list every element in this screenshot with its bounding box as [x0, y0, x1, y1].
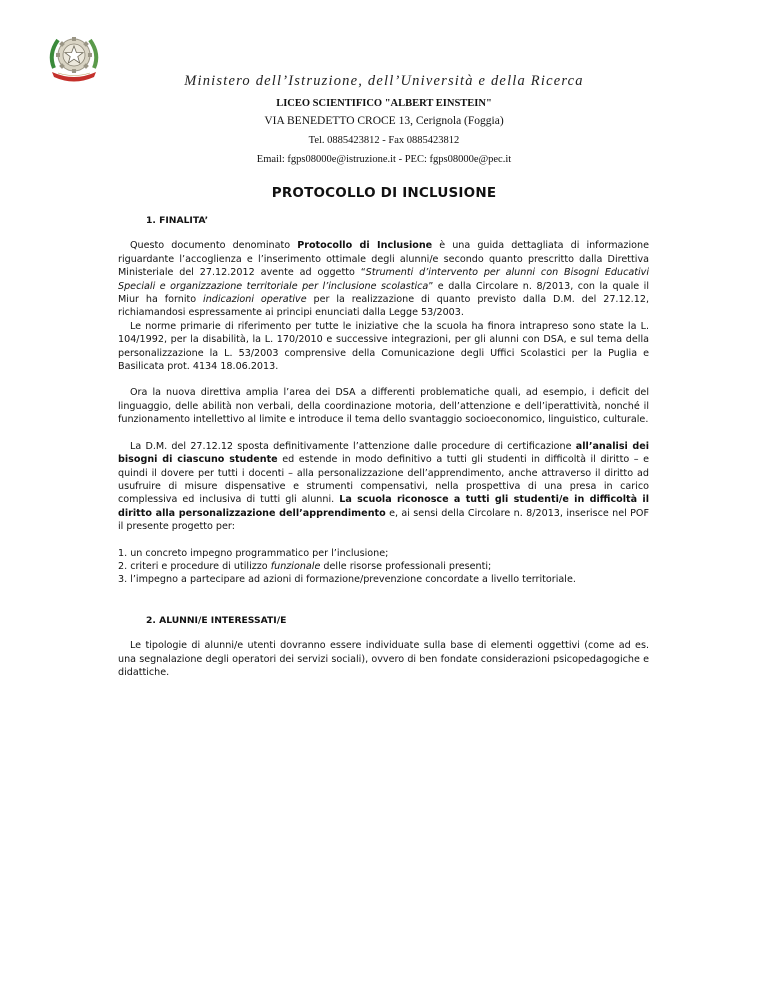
ministry-heading: Ministero dell’Istruzione, dell’Università e della Ricerca: [184, 73, 584, 89]
list-item: 1. un concreto impegno programmatico per l’inclusione;: [118, 547, 389, 559]
paragraph-intro: Questo documento denominato Protocollo di Inclusione è una guida dettagliata di informazione riguardante l’accoglienza e l’inserimento ottimale degli alunni/e secondo quanto prescritto dalla Direttiva Ministeriale del 27.12.2012 avente ad oggetto “Strumenti d’intervento per alunni con Bisogni Educativi Speciali e organizzazione territoriale per l’inclusione scolastica” e dalla Circolare n. 8/2013, con la quale il Miur ha fornito indicazioni operative per la realizzazione di quanto previsto dalla D.M. del 27.12.12, richiamandosi espressamente ai principi enunciati dalla Legge 53/2003.: [118, 240, 649, 319]
paragraph-direttiva: Ora la nuova direttiva amplia l’area dei DSA a differenti problematiche quali, ad esempio, i deficit del linguaggio, delle abilità non verbali, della coordinazione motoria, dell’attenzione e dell’iperattività, nonché il funzionamento intellettivo al limite e introduce il tema dello svantaggio socioeconomico, linguistico, culturale.: [118, 387, 649, 426]
school-email: Email: fgps08000e@istruzione.it - PEC: fgps08000e@pec.it: [256, 154, 512, 165]
paragraph-norme: Le norme primarie di riferimento per tutte le iniziative che la scuola ha finora intrapreso sono state la L. 104/1992, per la disabilità, la L. 170/2010 e successive integrazioni, per gli alunni con DSA, e sul tema della personalizzazione la L. 53/2003 comprensive della Comunicazione degli Uffici Scolastici per la Puglia e Basilicata prot. 4134 18.06.2013.: [118, 320, 649, 373]
school-address: VIA BENEDETTO CROCE 13, Cerignola (Foggia): [264, 115, 504, 127]
list-item: 2. criteri e procedure di utilizzo funzionale delle risorse professionali presenti;: [118, 560, 492, 572]
list-item: 3. l’impegno a partecipare ad azioni di formazione/prevenzione concordate a livello territoriale.: [118, 574, 576, 586]
project-list: [118, 547, 649, 587]
paragraph-dm: La D.M. del 27.12.12 sposta definitivamente l’attenzione dalle procedure di certificazione all’analisi dei bisogni di ciascuno studente ed estende in modo definitivo a tutti gli studenti in difficoltà il diritto – e quindi il dovere per tutti i docenti – alla personalizzazione dell’apprendimento, anche attraverso il diritto ad usufruire di misure dispensative e strumenti compensativi, nella prospettiva di una presa in carico complessiva ed inclusiva di tutti gli alunni. La scuola riconosce a tutti gli studenti/e in difficoltà il diritto alla personalizzazione dell’apprendimento e, ai sensi della Circolare n. 8/2013, inserisce nel POF il presente progetto per:: [118, 440, 650, 533]
section-heading-alunni: 2. ALUNNI/E INTERESSATI/E: [146, 614, 287, 626]
paragraph-tipologie: Le tipologie di alunni/e utenti dovranno essere individuate sulla base di elementi oggettivi (come ad es. una segnalazione degli operatori dei servizi sociali), ovvero di ben fondate considerazioni psicopedagogiche e didattiche.: [118, 640, 649, 678]
document-title: PROTOCOLLO DI INCLUSIONE: [271, 185, 497, 201]
document-body: [118, 214, 649, 679]
section-heading-finalita: 1. FINALITA’: [146, 215, 209, 226]
school-name: LICEO SCIENTIFICO "ALBERT EINSTEIN": [276, 98, 492, 109]
school-phone: Tel. 0885423812 - Fax 0885423812: [308, 135, 460, 146]
